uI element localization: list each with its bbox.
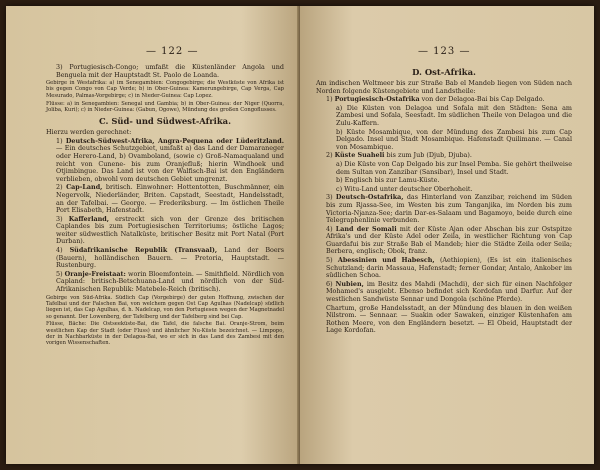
item-number: 6) xyxy=(326,279,333,288)
intro-paragraph: Gebirge in Westafrika: a) im Senegambien: Congogebirge; die Westküste von Afrika ist bis gegen Congo von Cap Verde; b) in Ober-Guinea: Kamerungebirge, Cap Verga, Cap Mesurado, Palmas-Vorgebirge; c) in Nieder-Guinea: Cap Lopez. xyxy=(46,80,284,99)
item-number: 2) xyxy=(326,151,333,160)
item-text: von der Delagoa-Bai bis Cap Delgado. xyxy=(421,95,545,104)
list-item xyxy=(316,257,572,280)
list-item xyxy=(46,271,284,294)
list-item xyxy=(316,96,572,104)
item-number: 1) xyxy=(56,136,63,145)
section-heading: C. Süd- und Südwest-Afrika. xyxy=(99,116,231,127)
note-paragraph: Flüsse, Bäche: Die Ostseeküste-Bai, die Tafel, die falsche Bai. Oranje-Strom, beim westlichen Kap der Stadt (oder Fluss) und ähnlicher Nu-Küste bezeichnet. — Limpopo, der in Nachbarküste in der Delagoa-Bai, wo er sich in das Land des Zambesi mit den vorigen Wissenschaften. xyxy=(46,321,284,347)
right-page-content xyxy=(316,64,572,336)
sub-item: b) Englisch bis zur Lamu-Küste. xyxy=(336,176,440,185)
list-item xyxy=(46,184,284,214)
sub-item: a) Die Küste von Cap Delgado bis zur Insel Pemba. Sie gehört theilweise dem Sultan von Zanzibar (Sansibar), Insel und Stadt. xyxy=(336,159,572,176)
list-item xyxy=(316,194,572,224)
item-title: Kafferland, xyxy=(68,214,109,223)
item-text: worin Bloemfontein. — Smithfield. Nördlich von Capland: britisch-Betschuana-Land und nördlich von der Süd-Afrikanischen Republik: Matebele-Reich (britisch). xyxy=(56,269,284,294)
book-spread xyxy=(6,6,594,464)
item-title: Deutsch-Ostafrika, xyxy=(335,193,404,202)
lead-text: Hierzu werden gerechnet: xyxy=(46,128,132,137)
item-text: — Ein deutsches Schutzgebiet, umfaßt a) das Land der Damaraneger oder Herero-Land, b) Ovamboland, (sowie c) Groß-Namaqualand und reicht von Cunene- bis zum Oranjefluß; hierin Windhoek und Otjimbingue. Das Land ist von der Walfisch-Bai ist den Engländern verblieben, obwohl vom deutschen Gebiet umgrenzt. xyxy=(56,144,284,183)
item-title: Nubien, xyxy=(335,279,364,288)
item-number: 3) xyxy=(56,214,63,223)
item-text: erstreckt sich von der Grenze des britischen Caplandes bis zum Portugiesischen Territoriums; östliche Lagos; weiter südwestlich Natalküste, britischer Besitz mit Port Natal (Port Durban). xyxy=(56,214,284,246)
item-text: im Besitz des Mahdi (Machdi), der sich für einen Nachfolger Mohamed's ausgiebt. Ebenso befindet sich Kordofan und Darfur. Auf der westlichen Sandwüste Sennar und Dongola (schöne Pferde). xyxy=(326,279,572,304)
left-page xyxy=(6,6,300,464)
item-number: 3) xyxy=(326,193,333,202)
intro-paragraph: Flüsse: a) in Senegambien: Senegal und Gambia; b) in Ober-Guinea: der Niger (Quorra, Joliba, Kuri); c) in Nieder-Guinea: (Gabun, Ogowe), Mündung des großen Congoflusses. xyxy=(46,100,284,113)
item-number: 4) xyxy=(56,246,63,255)
item-number: 4) xyxy=(326,224,333,233)
item-number: 5) xyxy=(326,256,333,265)
item-text: (Aethiopien), (Es ist ein italienisches Schutzland; darin Massaua, Hafenstadt; ferner Gondar, Antalo, Ankober im südlichen Schoa. xyxy=(326,256,572,280)
left-page-content xyxy=(46,64,284,348)
list-item xyxy=(46,247,284,270)
item-text: das Hinterland von Zanzibar, reichend im Süden bis zum Rjassa-See, im Westen bis zum Tanganjika, im Norden bis zum Victoria-Njanza-See; darin Dar-es-Salaam und Bagamoyo, beide durch eine Telegraphenlinie verbunden. xyxy=(326,193,572,225)
item-number: 2) xyxy=(56,183,63,192)
intro-paragraph: 3) Portugiesisch-Congo; umfaßt die Küstenländer Angola und Benguela mit der Hauptstadt St. Paolo de Loanda. xyxy=(56,63,284,79)
sub-item: b) Küste Mosambique, von der Mündung des Zambesi bis zum Cap Delgado. Insel und Stadt Mosambique. Hafenstadt Quilimane. — Canal von Mosambique. xyxy=(336,127,572,151)
note-paragraph: Gebirge von Süd-Afrika. Südlich Cap (Vorgebirge) der guten Hoffnung, zwischen der Tafelbai und der Falschen Bai, von welchem gegen Ost Cap Agulhas (Nadelcap) südlich liegen ist, das Cap Agulhas, d. h. Nadelcap, von den Portugiesen wegen der Magnetnadel so genannt. Der Lowenberg, der Tafelberg und der Tafelberg sind bei Cap. xyxy=(46,294,284,320)
intro-paragraph: Am indischen Weltmeer bis zur Straße Bab el Mandeb liegen von Süden nach Norden folgende Küstengebiete und Landstheile: xyxy=(316,79,572,95)
list-item xyxy=(46,138,284,184)
sub-item: a) Die Küsten von Delagoa und Sofala mit den Städten: Sena am Zambesi und Sofala, Seestadt. Im südlichen Theile von Delagoa und die Zulu-Kaffern. xyxy=(336,103,572,127)
item-title: Land der Somali xyxy=(335,224,397,233)
item-title: Abessinien und Habesch, xyxy=(337,256,435,265)
item-title: Küste Suaheli xyxy=(334,151,385,160)
list-item xyxy=(316,226,572,256)
item-title: Südafrikanische Republik (Transvaal), xyxy=(69,246,218,255)
item-text: britisch. Einwohner: Hottentotten, Buschmänner, ein Negervolk, Niederländer, Briten. Capstadt, Seestadt, Handelsstadt, an der Tafelbai. — George. — Frederiksburg. — Im östlichen Theile Port Elisabeth, Hafenstadt. xyxy=(56,183,284,215)
section-heading: D. Ost-Afrika. xyxy=(412,67,476,77)
page-number-right: — 123 — xyxy=(418,46,471,57)
item-title: Cap-Land, xyxy=(66,183,103,192)
page-number-left: — 122 — xyxy=(146,46,199,57)
closing-paragraph: Chartum, große Handelsstadt, an der Mündung des blauen in den weißen Nilstrom. — Sennaar. — Suakin oder Sawaken, einziger Küstenhafen am Rothen Meere, von den Engländern besetzt. — El Obeid, Hauptstadt der Lage Kordofan. xyxy=(326,303,572,335)
list-item xyxy=(316,281,572,304)
item-title: Portugiesisch-Ostafrika xyxy=(334,95,420,104)
list-item xyxy=(316,152,572,160)
item-title: Oranje-Freistaat: xyxy=(64,269,126,278)
item-title: Deutsch-Südwest-Afrika, Angra-Pequena oder Lüderitzland. xyxy=(65,136,284,145)
item-number: 1) xyxy=(326,95,333,104)
right-page xyxy=(300,6,594,464)
sub-item: c) Witu-Land unter deutscher Oberhoheit. xyxy=(336,184,473,193)
item-text: Land der Boers (Bauern), holländischen Bauern. — Pretoria, Hauptstadt. — Rustenburg. xyxy=(56,246,284,270)
item-text: bis zum Jub (Djub, Djuba). xyxy=(386,151,472,160)
list-item xyxy=(46,216,284,246)
item-text: mit der Küste Ajan oder Abschan bis zur Ostspitze Afrika's und der Küste Adel oder Zeila, in westlicher Richtung von Cap Guardafui bis zur Straße Bab el Mandeb; hier die Städte Zeila oder Seila; Berbera, englisch; Obok, franz. xyxy=(326,224,572,256)
item-number: 5) xyxy=(56,269,63,278)
